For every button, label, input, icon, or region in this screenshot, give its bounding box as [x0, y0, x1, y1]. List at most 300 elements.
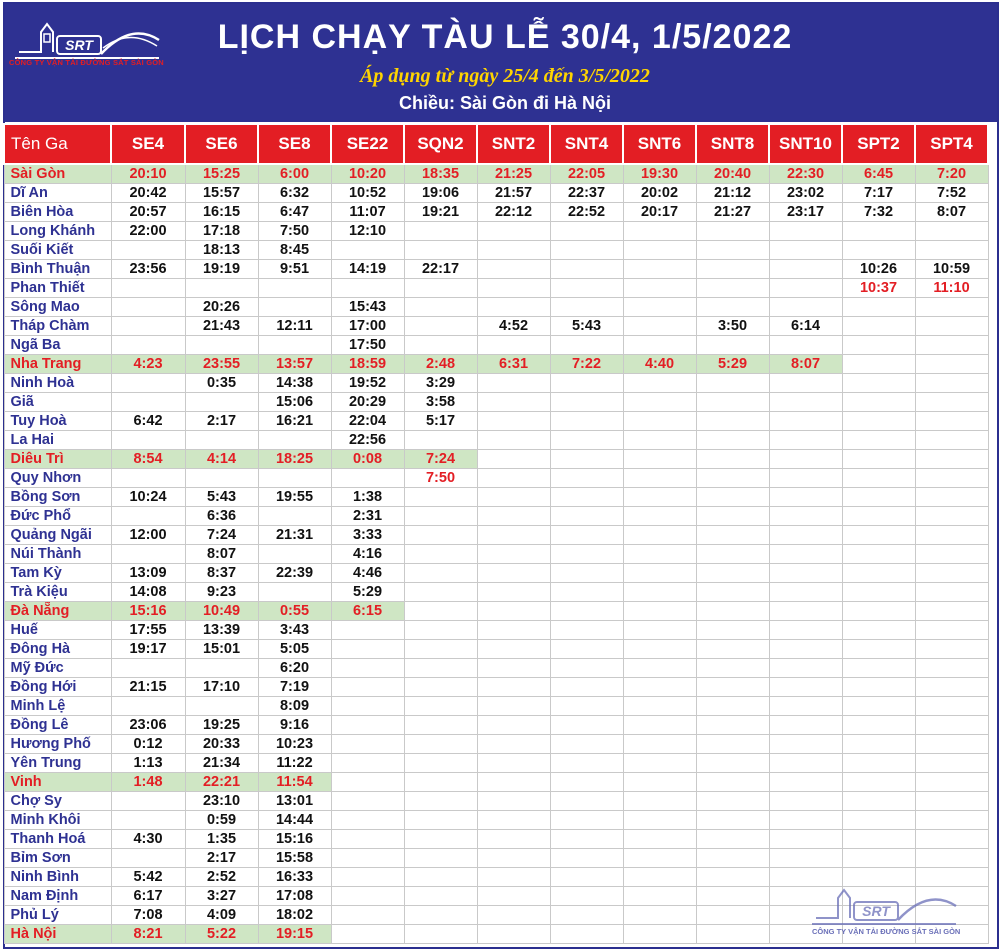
time-cell — [842, 336, 915, 355]
time-cell — [477, 735, 550, 754]
time-cell: 7:32 — [842, 203, 915, 222]
station-name: Biên Hòa — [4, 203, 111, 222]
table-row — [4, 678, 988, 697]
time-cell — [623, 431, 696, 450]
time-cell — [550, 241, 623, 260]
time-cell — [404, 241, 477, 260]
time-cell — [550, 374, 623, 393]
time-cell — [404, 678, 477, 697]
time-cell — [842, 697, 915, 716]
time-cell — [842, 583, 915, 602]
time-cell — [331, 621, 404, 640]
time-cell — [915, 792, 988, 811]
time-cell — [842, 222, 915, 241]
time-cell — [404, 431, 477, 450]
table-row — [4, 412, 988, 431]
time-cell — [769, 336, 842, 355]
date-range: Áp dụng từ ngày 25/4 đến 3/5/2022 — [360, 65, 650, 87]
time-cell — [769, 602, 842, 621]
time-cell: 14:38 — [258, 374, 331, 393]
watermark-company-name: CÔNG TY VẬN TẢI ĐƯỜNG SẮT SÀI GÒN — [812, 927, 961, 936]
train-header: SPT2 — [842, 124, 915, 164]
time-cell — [550, 545, 623, 564]
time-cell: 22:12 — [477, 203, 550, 222]
time-cell: 6:36 — [185, 507, 258, 526]
time-cell — [550, 431, 623, 450]
time-cell: 23:06 — [111, 716, 185, 735]
station-name: Tháp Chàm — [4, 317, 111, 336]
time-cell — [623, 260, 696, 279]
time-cell — [550, 792, 623, 811]
station-name: Mỹ Đức — [4, 659, 111, 678]
time-cell — [331, 735, 404, 754]
time-cell — [258, 469, 331, 488]
time-cell — [623, 925, 696, 944]
time-cell: 10:49 — [185, 602, 258, 621]
time-cell — [623, 507, 696, 526]
time-cell — [696, 640, 769, 659]
time-cell: 23:56 — [111, 260, 185, 279]
time-cell: 7:50 — [258, 222, 331, 241]
table-row — [4, 621, 988, 640]
table-row — [4, 241, 988, 260]
time-cell — [477, 659, 550, 678]
time-cell — [331, 792, 404, 811]
time-cell — [696, 450, 769, 469]
station-name: Huế — [4, 621, 111, 640]
watermark-logo-text: SRT — [862, 903, 890, 919]
time-cell: 18:13 — [185, 241, 258, 260]
time-cell — [915, 735, 988, 754]
time-cell: 14:44 — [258, 811, 331, 830]
time-cell — [623, 640, 696, 659]
time-cell — [915, 412, 988, 431]
time-cell: 4:40 — [623, 355, 696, 374]
time-cell: 21:25 — [477, 164, 550, 184]
time-cell — [915, 336, 988, 355]
time-cell — [111, 507, 185, 526]
time-cell — [111, 393, 185, 412]
time-cell: 17:08 — [258, 887, 331, 906]
time-cell — [404, 849, 477, 868]
time-cell: 10:24 — [111, 488, 185, 507]
time-cell — [769, 659, 842, 678]
time-cell — [915, 773, 988, 792]
table-row — [4, 602, 988, 621]
station-name: Ninh Hoà — [4, 374, 111, 393]
time-cell: 0:12 — [111, 735, 185, 754]
time-cell — [842, 526, 915, 545]
time-cell — [111, 317, 185, 336]
time-cell — [404, 526, 477, 545]
time-cell — [842, 317, 915, 336]
time-cell — [915, 545, 988, 564]
table-row — [4, 164, 988, 184]
time-cell — [915, 678, 988, 697]
station-name: Bỉm Sơn — [4, 849, 111, 868]
time-cell — [623, 488, 696, 507]
time-cell — [623, 450, 696, 469]
time-cell — [404, 868, 477, 887]
time-cell: 8:07 — [185, 545, 258, 564]
time-cell — [842, 412, 915, 431]
table-row — [4, 336, 988, 355]
time-cell: 8:45 — [258, 241, 331, 260]
time-cell: 8:07 — [915, 203, 988, 222]
time-cell — [696, 678, 769, 697]
time-cell — [696, 697, 769, 716]
time-cell — [623, 602, 696, 621]
train-header: SNT6 — [623, 124, 696, 164]
time-cell — [550, 754, 623, 773]
time-cell: 8:37 — [185, 564, 258, 583]
time-cell: 22:37 — [550, 184, 623, 203]
time-cell — [623, 735, 696, 754]
time-cell: 3:50 — [696, 317, 769, 336]
time-cell — [331, 469, 404, 488]
time-cell — [769, 469, 842, 488]
train-header: SNT10 — [769, 124, 842, 164]
time-cell: 2:48 — [404, 355, 477, 374]
time-cell: 14:19 — [331, 260, 404, 279]
time-cell — [331, 868, 404, 887]
time-cell — [696, 716, 769, 735]
time-cell: 6:20 — [258, 659, 331, 678]
time-cell — [404, 488, 477, 507]
page-title: LỊCH CHẠY TÀU LỄ 30/4, 1/5/2022 — [217, 18, 793, 56]
time-cell — [477, 279, 550, 298]
table-row — [4, 811, 988, 830]
time-cell: 2:17 — [185, 412, 258, 431]
timetable-body — [4, 164, 988, 944]
time-cell: 17:00 — [331, 317, 404, 336]
time-cell: 23:02 — [769, 184, 842, 203]
time-cell: 7:24 — [185, 526, 258, 545]
time-cell: 4:23 — [111, 355, 185, 374]
time-cell — [696, 564, 769, 583]
time-cell — [111, 374, 185, 393]
time-cell — [404, 925, 477, 944]
direction-label: Chiều: Sài Gòn đi Hà Nội — [398, 93, 611, 113]
table-row — [4, 735, 988, 754]
time-cell — [696, 488, 769, 507]
station-name: Trà Kiệu — [4, 583, 111, 602]
time-cell — [915, 374, 988, 393]
time-cell — [550, 640, 623, 659]
time-cell — [550, 830, 623, 849]
time-cell — [331, 887, 404, 906]
time-cell — [477, 564, 550, 583]
table-row — [4, 431, 988, 450]
time-cell — [477, 374, 550, 393]
time-cell: 7:50 — [404, 469, 477, 488]
time-cell — [404, 735, 477, 754]
time-cell — [915, 640, 988, 659]
time-cell — [769, 811, 842, 830]
table-row — [4, 792, 988, 811]
time-cell: 3:58 — [404, 393, 477, 412]
time-cell: 10:23 — [258, 735, 331, 754]
time-cell — [769, 849, 842, 868]
train-header: SE8 — [258, 124, 331, 164]
time-cell — [185, 697, 258, 716]
time-cell — [623, 811, 696, 830]
time-cell — [623, 336, 696, 355]
table-row — [4, 298, 988, 317]
station-name: Dĩ An — [4, 184, 111, 203]
time-cell — [477, 697, 550, 716]
station-name: Nam Định — [4, 887, 111, 906]
time-cell — [331, 754, 404, 773]
time-cell — [769, 640, 842, 659]
station-name: Suối Kiết — [4, 241, 111, 260]
time-cell — [185, 279, 258, 298]
time-cell: 22:30 — [769, 164, 842, 184]
time-cell — [623, 906, 696, 925]
logo-text: SRT — [65, 37, 93, 53]
time-cell — [404, 298, 477, 317]
table-row — [4, 640, 988, 659]
table-row — [4, 830, 988, 849]
time-cell: 14:08 — [111, 583, 185, 602]
time-cell — [623, 830, 696, 849]
time-cell — [477, 716, 550, 735]
table-row — [4, 659, 988, 678]
table-row — [4, 507, 988, 526]
time-cell — [696, 887, 769, 906]
time-cell: 8:07 — [769, 355, 842, 374]
time-cell — [404, 336, 477, 355]
time-cell — [842, 469, 915, 488]
time-cell: 19:15 — [258, 925, 331, 944]
time-cell: 20:10 — [111, 164, 185, 184]
time-cell — [915, 355, 988, 374]
time-cell — [550, 526, 623, 545]
time-cell — [404, 222, 477, 241]
time-cell — [331, 697, 404, 716]
station-name: Nha Trang — [4, 355, 111, 374]
time-cell — [477, 830, 550, 849]
time-cell: 23:17 — [769, 203, 842, 222]
time-cell — [404, 716, 477, 735]
time-cell — [696, 602, 769, 621]
time-cell — [623, 317, 696, 336]
time-cell: 15:16 — [111, 602, 185, 621]
time-cell — [842, 659, 915, 678]
time-cell — [623, 678, 696, 697]
time-cell — [404, 640, 477, 659]
header-banner — [5, 4, 997, 122]
table-row — [4, 697, 988, 716]
time-cell: 22:21 — [185, 773, 258, 792]
time-cell — [696, 811, 769, 830]
table-row — [4, 469, 988, 488]
time-cell — [915, 659, 988, 678]
time-cell — [477, 754, 550, 773]
time-cell — [185, 336, 258, 355]
time-cell — [477, 412, 550, 431]
time-cell — [696, 412, 769, 431]
time-cell — [915, 431, 988, 450]
time-cell — [550, 621, 623, 640]
time-cell — [258, 336, 331, 355]
station-name: Minh Khôi — [4, 811, 111, 830]
time-cell — [550, 659, 623, 678]
time-cell — [915, 507, 988, 526]
time-cell — [842, 849, 915, 868]
time-cell: 12:00 — [111, 526, 185, 545]
time-cell — [404, 545, 477, 564]
time-cell: 1:48 — [111, 773, 185, 792]
time-cell: 22:56 — [331, 431, 404, 450]
time-cell — [915, 849, 988, 868]
time-cell — [842, 678, 915, 697]
time-cell: 23:10 — [185, 792, 258, 811]
time-cell: 12:11 — [258, 317, 331, 336]
time-cell — [550, 260, 623, 279]
time-cell — [842, 545, 915, 564]
station-name: La Hai — [4, 431, 111, 450]
time-cell: 21:43 — [185, 317, 258, 336]
time-cell — [477, 431, 550, 450]
time-cell — [842, 431, 915, 450]
time-cell — [842, 792, 915, 811]
time-cell: 4:14 — [185, 450, 258, 469]
time-cell: 19:21 — [404, 203, 477, 222]
time-cell: 10:59 — [915, 260, 988, 279]
table-row — [4, 317, 988, 336]
time-cell — [477, 773, 550, 792]
time-cell: 11:22 — [258, 754, 331, 773]
time-cell — [550, 412, 623, 431]
time-cell — [477, 868, 550, 887]
time-cell — [623, 545, 696, 564]
table-row — [4, 374, 988, 393]
time-cell: 13:01 — [258, 792, 331, 811]
time-cell — [769, 830, 842, 849]
time-cell: 17:55 — [111, 621, 185, 640]
time-cell: 19:17 — [111, 640, 185, 659]
time-cell: 21:27 — [696, 203, 769, 222]
time-cell — [915, 564, 988, 583]
time-cell — [404, 697, 477, 716]
time-cell: 19:06 — [404, 184, 477, 203]
time-cell: 5:43 — [185, 488, 258, 507]
time-cell — [915, 526, 988, 545]
table-row — [4, 222, 988, 241]
time-cell — [185, 469, 258, 488]
time-cell: 8:09 — [258, 697, 331, 716]
time-cell — [696, 222, 769, 241]
station-name: Ninh Bình — [4, 868, 111, 887]
time-cell — [842, 773, 915, 792]
station-column-header: Tên Ga — [4, 124, 111, 164]
time-cell: 7:52 — [915, 184, 988, 203]
time-cell — [477, 488, 550, 507]
time-cell: 15:57 — [185, 184, 258, 203]
time-cell: 15:16 — [258, 830, 331, 849]
time-cell: 7:22 — [550, 355, 623, 374]
table-row — [4, 203, 988, 222]
time-cell — [915, 697, 988, 716]
time-cell — [477, 678, 550, 697]
time-cell — [550, 583, 623, 602]
time-cell — [477, 906, 550, 925]
time-cell — [477, 811, 550, 830]
time-cell — [842, 811, 915, 830]
time-cell: 18:25 — [258, 450, 331, 469]
time-cell — [769, 260, 842, 279]
time-cell — [477, 260, 550, 279]
time-cell: 11:54 — [258, 773, 331, 792]
station-name: Quy Nhơn — [4, 469, 111, 488]
time-cell: 22:04 — [331, 412, 404, 431]
time-cell — [111, 241, 185, 260]
time-cell — [404, 564, 477, 583]
time-cell — [331, 279, 404, 298]
time-cell — [696, 260, 769, 279]
time-cell — [696, 279, 769, 298]
time-cell: 10:26 — [842, 260, 915, 279]
time-cell — [696, 773, 769, 792]
time-cell: 6:31 — [477, 355, 550, 374]
time-cell — [550, 298, 623, 317]
time-cell: 15:01 — [185, 640, 258, 659]
time-cell — [842, 241, 915, 260]
time-cell — [769, 564, 842, 583]
time-cell — [550, 393, 623, 412]
time-cell — [915, 298, 988, 317]
time-cell — [185, 659, 258, 678]
time-cell — [477, 640, 550, 659]
time-cell — [550, 735, 623, 754]
time-cell: 19:25 — [185, 716, 258, 735]
time-cell — [550, 773, 623, 792]
time-cell — [915, 469, 988, 488]
time-cell — [915, 317, 988, 336]
time-cell: 20:29 — [331, 393, 404, 412]
time-cell: 18:02 — [258, 906, 331, 925]
time-cell — [696, 526, 769, 545]
time-cell — [769, 716, 842, 735]
time-cell — [696, 735, 769, 754]
time-cell — [696, 374, 769, 393]
time-cell — [842, 754, 915, 773]
train-header: SNT8 — [696, 124, 769, 164]
time-cell: 6:14 — [769, 317, 842, 336]
time-cell — [623, 792, 696, 811]
time-cell — [915, 241, 988, 260]
time-cell — [769, 773, 842, 792]
time-cell: 5:22 — [185, 925, 258, 944]
time-cell: 22:39 — [258, 564, 331, 583]
time-cell — [623, 241, 696, 260]
time-cell — [111, 279, 185, 298]
time-cell: 9:16 — [258, 716, 331, 735]
time-cell: 8:21 — [111, 925, 185, 944]
time-cell: 21:31 — [258, 526, 331, 545]
time-cell — [111, 545, 185, 564]
time-cell — [331, 906, 404, 925]
time-cell — [769, 412, 842, 431]
time-cell — [550, 697, 623, 716]
time-cell — [769, 488, 842, 507]
time-cell — [550, 887, 623, 906]
time-cell — [696, 431, 769, 450]
time-cell — [696, 830, 769, 849]
time-cell: 15:58 — [258, 849, 331, 868]
time-cell: 6:45 — [842, 164, 915, 184]
